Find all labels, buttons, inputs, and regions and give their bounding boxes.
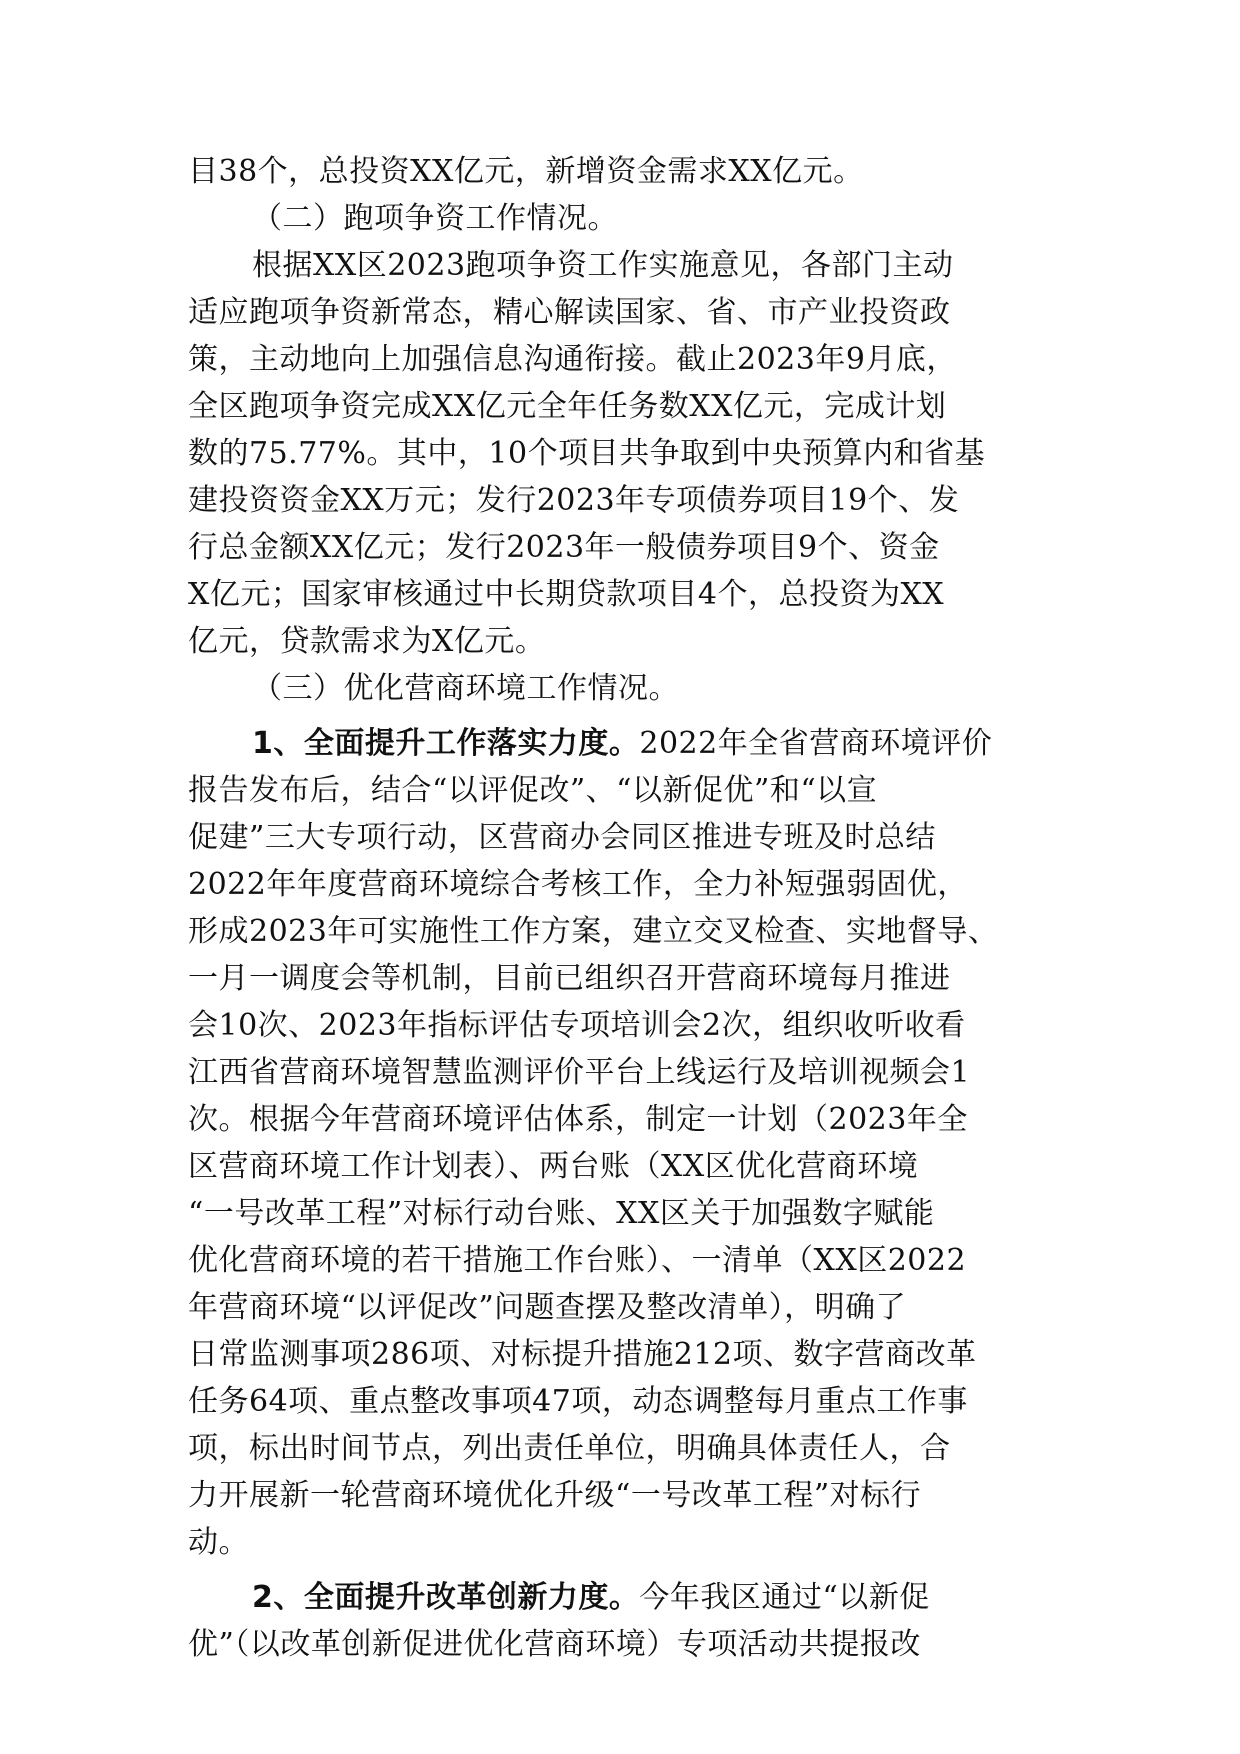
line-text: 江西省营商环境智慧监测评价平台上线运行及培训视频会1 xyxy=(188,1055,971,1090)
line-text: “一号改革工程”对标行动台账、XX区关于加强数字赋能 xyxy=(188,1196,935,1231)
text-line xyxy=(188,1096,1058,1143)
text-line xyxy=(188,289,1058,336)
text-line xyxy=(188,383,1058,430)
line-text: 2022年年度营商环境综合考核工作，全力补短强弱固优， xyxy=(188,867,968,902)
line-text: 优化营商环境的若干措施工作台账）、一清单（XX区2022 xyxy=(188,1243,967,1278)
line-text: 次。根据今年营商环境评估体系，制定一计划（2023年全 xyxy=(188,1102,968,1137)
line-text: 行总金额XX亿元；发行2023年一般债券项目9个、资金 xyxy=(188,530,940,565)
text-line xyxy=(188,955,1058,1002)
line-text: 建投资资金XX万元；发行2023年专项债券项目19个、发 xyxy=(188,483,960,518)
line-text: 适应跑项争资新常态，精心解读国家、省、市产业投资政 xyxy=(188,295,951,330)
line-text: 目38个，总投资XX亿元，新增资金需求XX亿元。 xyxy=(188,154,864,189)
text-line xyxy=(188,861,1058,908)
text-line xyxy=(188,665,1058,712)
line-text: 优”（以改革创新促进优化营商环境）专项活动共提报改 xyxy=(188,1627,921,1662)
text-line xyxy=(188,1143,1058,1190)
text-line xyxy=(188,1378,1058,1425)
line-text: 策，主动地向上加强信息沟通衔接。截止2023年9月底， xyxy=(188,342,957,377)
bold-heading: 1、全面提升工作落实力度。 xyxy=(252,726,640,761)
text-line xyxy=(188,1237,1058,1284)
text-line xyxy=(188,524,1058,571)
text-line xyxy=(188,430,1058,477)
line-text: X亿元；国家审核通过中长期贷款项目4个，总投资为XX xyxy=(188,577,945,612)
text-line xyxy=(188,242,1058,289)
paragraph-gap xyxy=(188,712,1058,720)
line-text: 会10次、2023年指标评估专项培训会2次，组织收听收看 xyxy=(188,1008,966,1043)
line-text: （二）跑项争资工作情况。 xyxy=(252,201,618,236)
text-line xyxy=(188,571,1058,618)
line-text: 力开展新一轮营商环境优化升级“一号改革工程”对标行 xyxy=(188,1478,922,1513)
text-line xyxy=(188,195,1058,242)
line-text: 根据XX区2023跑项争资工作实施意见，各部门主动 xyxy=(252,248,954,283)
line-text: 2022年全省营商环境评价 xyxy=(639,726,993,761)
text-line xyxy=(188,1190,1058,1237)
document-page xyxy=(188,148,1058,1668)
line-text: 数的75.77%。其中，10个项目共争取到中央预算内和省基 xyxy=(188,436,986,471)
text-line xyxy=(188,1049,1058,1096)
line-text: 报告发布后，结合“以评促改”、“以新促优”和“以宣 xyxy=(188,773,878,808)
line-text: （三）优化营商环境工作情况。 xyxy=(252,671,679,706)
line-text: 今年我区通过“以新促 xyxy=(639,1580,930,1615)
text-line xyxy=(188,1425,1058,1472)
line-text: 日常监测事项286项、对标提升措施212项、数字营商改革 xyxy=(188,1337,977,1372)
text-line xyxy=(188,1002,1058,1049)
text-line xyxy=(188,1331,1058,1378)
text-line xyxy=(188,1574,1058,1621)
line-text: 项，标出时间节点，列出责任单位，明确具体责任人，合 xyxy=(188,1431,951,1466)
text-line xyxy=(188,767,1058,814)
line-text: 亿元，贷款需求为X亿元。 xyxy=(188,624,546,659)
text-line xyxy=(188,814,1058,861)
line-text: 区营商环境工作计划表）、两台账（XX区优化营商环境 xyxy=(188,1149,919,1184)
line-text: 年营商环境“以评促改”问题查摆及整改清单），明确了 xyxy=(188,1290,907,1325)
paragraph-gap xyxy=(188,1566,1058,1574)
line-text: 形成2023年可实施性工作方案，建立交叉检查、实地督导、 xyxy=(188,914,999,949)
text-line xyxy=(188,1284,1058,1331)
line-text: 全区跑项争资完成XX亿元全年任务数XX亿元，完成计划 xyxy=(188,389,947,424)
text-line xyxy=(188,1472,1058,1519)
text-line xyxy=(188,477,1058,524)
text-line xyxy=(188,618,1058,665)
line-text: 促建”三大专项行动，区营商办会同区推进专班及时总结 xyxy=(188,820,936,855)
line-text: 一月一调度会等机制，目前已组织召开营商环境每月推进 xyxy=(188,961,951,996)
text-line xyxy=(188,336,1058,383)
bold-heading: 2、全面提升改革创新力度。 xyxy=(252,1580,640,1615)
text-line xyxy=(188,1519,1058,1566)
text-line xyxy=(188,148,1058,195)
text-line xyxy=(188,1621,1058,1668)
text-line xyxy=(188,720,1058,767)
line-text: 任务64项、重点整改事项47项，动态调整每月重点工作事 xyxy=(188,1384,968,1419)
line-text: 动。 xyxy=(188,1525,249,1560)
text-line xyxy=(188,908,1058,955)
